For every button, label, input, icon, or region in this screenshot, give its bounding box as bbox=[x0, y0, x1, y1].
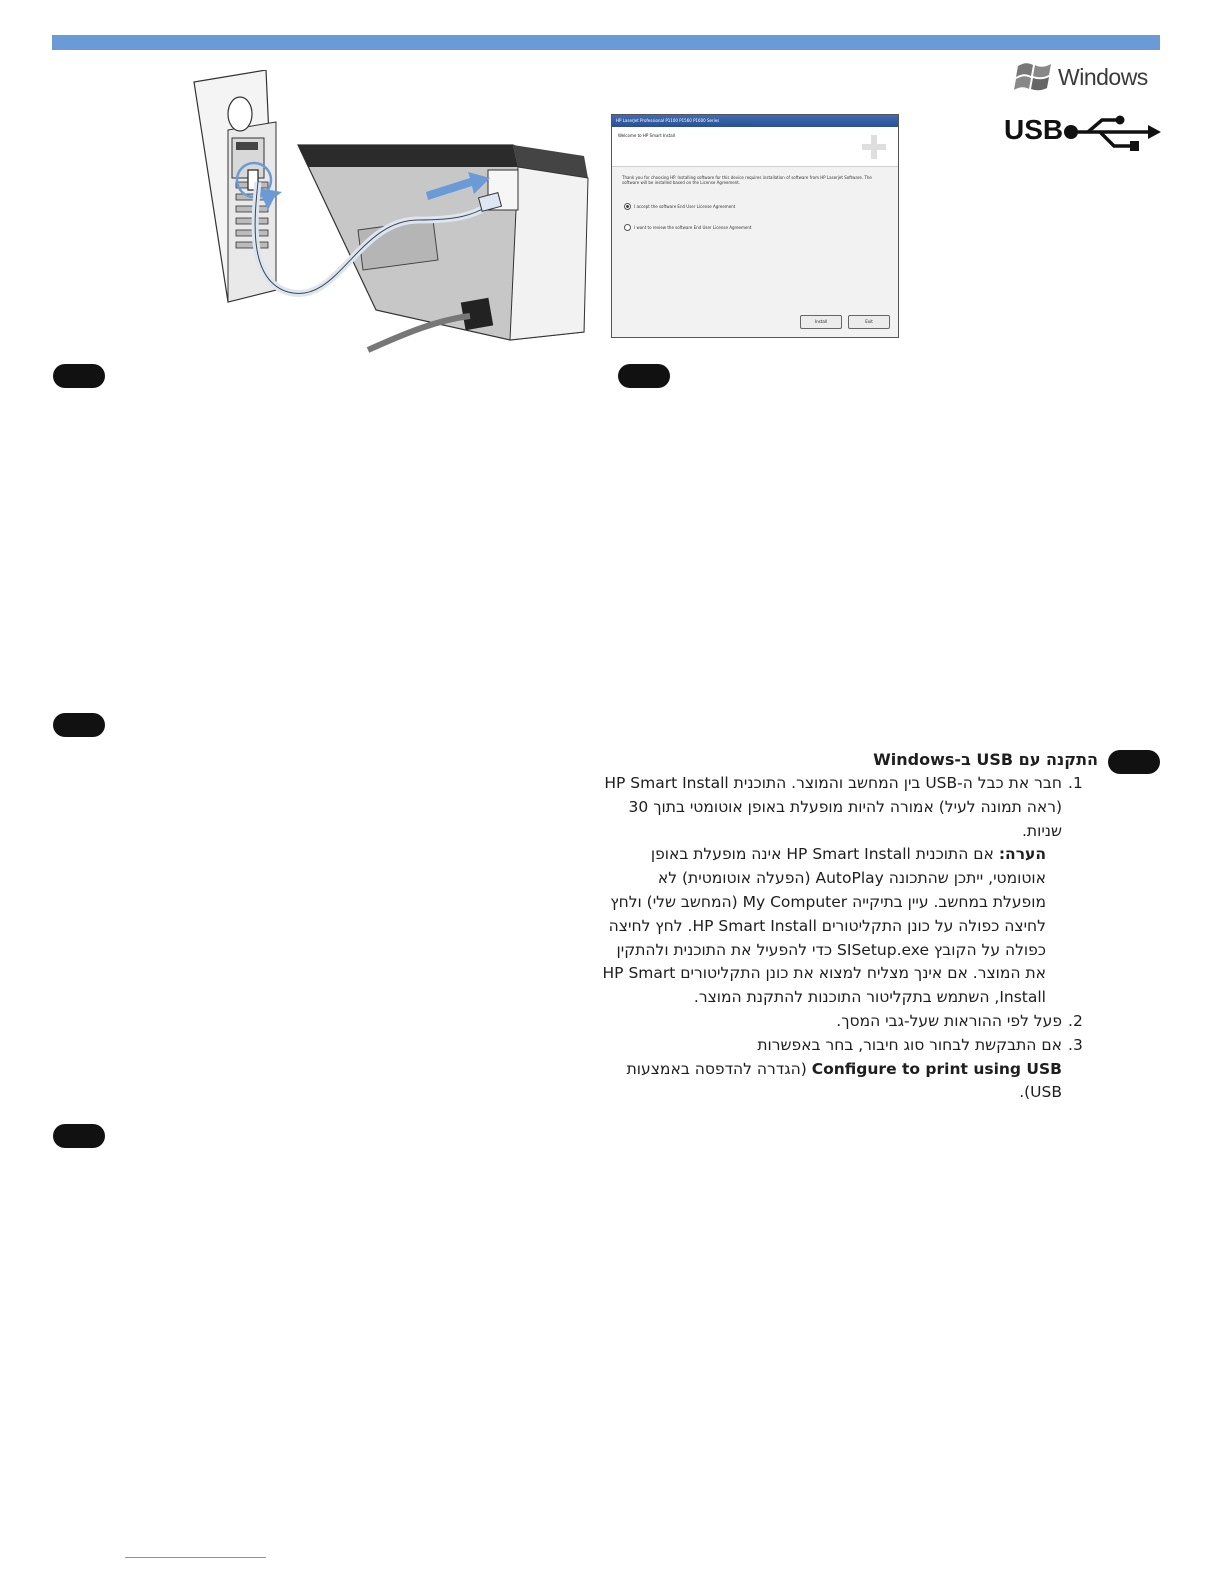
license-review-option[interactable] bbox=[624, 224, 898, 231]
license-accept-label: I accept the software End User License Agreement bbox=[634, 204, 736, 209]
printer bbox=[298, 145, 588, 340]
step-text: חבר את כבל ה-USB בין המחשב והמוצר. התוכנית HP Smart Install (ראה תמונה לעיל) אמורה להיות מופעלת באופן אוטומטי בתוך 30 שניות. bbox=[604, 774, 1062, 840]
language-tab-pill bbox=[618, 364, 670, 388]
smart-install-plus-icon bbox=[860, 133, 888, 161]
power-cord bbox=[368, 316, 470, 350]
step-text: פעל לפי ההוראות שעל-גבי המסך. bbox=[836, 1011, 1062, 1030]
language-tab-pill bbox=[53, 364, 105, 388]
step-1-note bbox=[600, 843, 1098, 1010]
note-text: אם התוכנית HP Smart Install אינה מופעלת באופן אוטומטי, ייתכן שהתכונה AutoPlay (הפעלה אוטומטית) לא מופעלת במחשב. עיין בתיקייה My Computer (המחשב שלי) ולחץ לחיצה כפולה על כונן התקליטורים HP Smart Install. לחץ לחיצה כפולה על הקובץ SISetup.exe כדי להפעיל את התוכנית ולהתקין את המוצר. אם אינך מצליח למצוא את כונן התקליטורים HP Smart Install, השתמש בתקליטור התוכנות להתקנת המוצר. bbox=[602, 845, 1046, 1007]
usb-wordmark: USB bbox=[1004, 114, 1064, 145]
section-title: התקנה עם USB ב-Windows bbox=[873, 750, 1098, 769]
radio-review[interactable] bbox=[624, 224, 631, 231]
step-number: 2. bbox=[1068, 1011, 1083, 1030]
dialog-body-text: Thank you for choosing HP. Installing software for this device requires installation of software from HP Laserjet Software. The software will be installed based on the License Agreement. bbox=[622, 175, 872, 185]
step-2 bbox=[600, 1010, 1098, 1034]
dialog-title-bar: HP LaserJet Professional P1100 P1560 P1600 Series bbox=[612, 115, 898, 127]
usb-logo bbox=[1004, 112, 1164, 156]
windows-wordmark: Windows bbox=[1058, 64, 1148, 90]
note-label: הערה: bbox=[998, 845, 1046, 864]
step-number: 3. bbox=[1068, 1035, 1083, 1054]
radio-accept[interactable] bbox=[624, 203, 631, 210]
install-button[interactable]: Install bbox=[800, 315, 842, 329]
step-3 bbox=[600, 1034, 1098, 1105]
license-accept-option[interactable] bbox=[624, 203, 898, 210]
top-accent-bar bbox=[52, 35, 1160, 50]
footer-rule bbox=[125, 1557, 266, 1558]
language-tab-pill bbox=[53, 1124, 105, 1148]
smart-install-dialog bbox=[611, 114, 899, 338]
language-tab-pill bbox=[53, 713, 105, 737]
usb-trident-icon bbox=[1062, 114, 1162, 156]
step-number: 1. bbox=[1068, 774, 1083, 792]
step-1 bbox=[600, 772, 1098, 843]
step-text: אם התבקשת לבחור סוג חיבור, בחר באפשרות bbox=[757, 1035, 1062, 1054]
exit-button[interactable]: Exit bbox=[848, 315, 890, 329]
license-review-label: I want to review the software End User License Agreement bbox=[634, 225, 752, 230]
step-text-after: (הגדרה להדפסה באמצעות USB). bbox=[626, 1059, 1062, 1102]
steps-list bbox=[600, 772, 1098, 1105]
windows-logo bbox=[1014, 56, 1159, 100]
language-tab-pill bbox=[1108, 750, 1160, 774]
usb-connection-illustration bbox=[188, 70, 608, 355]
dialog-header-text: Welcome to HP Smart Install bbox=[618, 133, 675, 138]
windows-flag-icon bbox=[1014, 58, 1054, 96]
dialog-header bbox=[612, 127, 898, 167]
hebrew-install-instructions bbox=[600, 748, 1098, 1105]
configure-usb-option: Configure to print using USB bbox=[811, 1059, 1062, 1078]
dialog-buttons bbox=[800, 315, 890, 329]
